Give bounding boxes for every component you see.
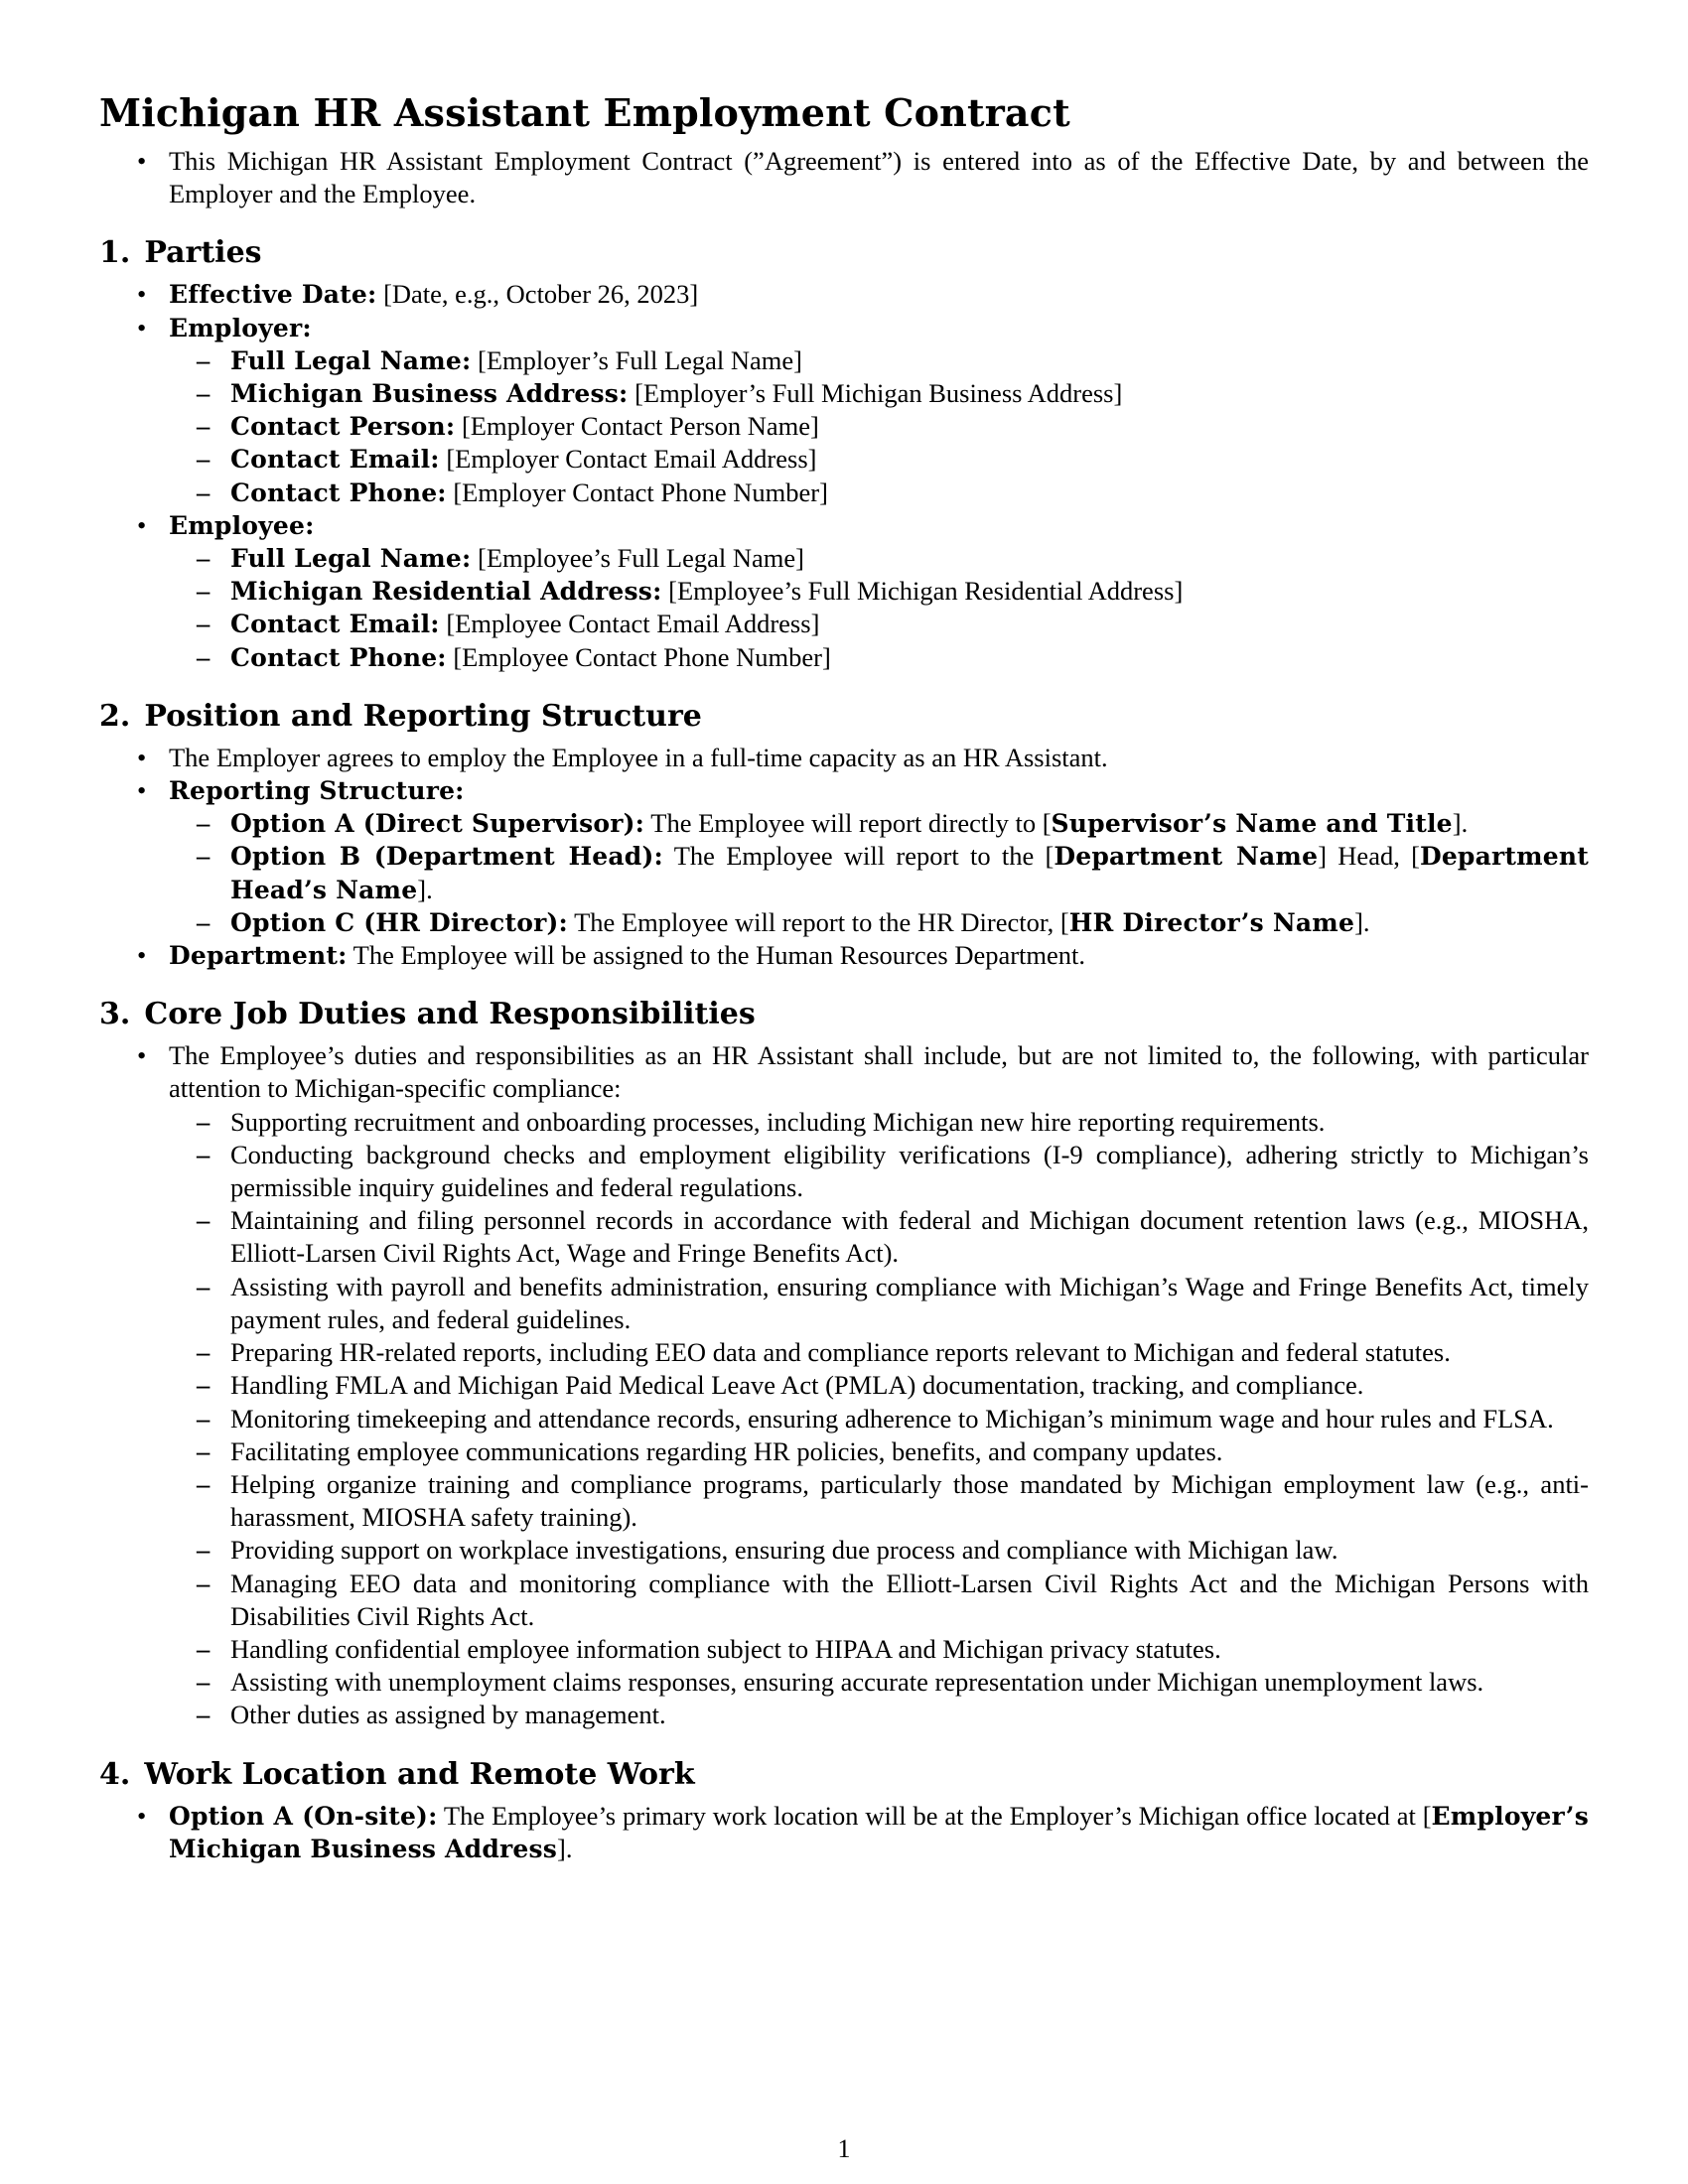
- list-item: [99, 939, 1589, 972]
- option-text: The Employee will report directly to [: [644, 808, 1052, 839]
- field-label: Michigan Residential Address:: [230, 577, 662, 607]
- field-label: Contact Person:: [230, 412, 456, 442]
- section-title: Work Location and Remote Work: [144, 1756, 695, 1792]
- section-heading-parties: [99, 228, 1589, 278]
- duty-item: – Supporting recruitment and onboarding processes, including Michigan new hire reporting requirements.: [169, 1106, 1589, 1139]
- duty-item: – Monitoring timekeeping and attendance records, ensuring adherence to Michigan’s minimum wage and hour rules and FLSA.: [169, 1403, 1589, 1435]
- option-label: Option A (On-site):: [169, 1801, 438, 1831]
- duty-item: – Conducting background checks and employment eligibility verifications (I-9 compliance), adhering strictly to Michigan’s permissible inquiry guidelines and federal regulations.: [169, 1139, 1589, 1204]
- duty-item: – Preparing HR-related reports, including EEO data and compliance reports relevant to Michigan and federal statutes.: [169, 1336, 1589, 1369]
- field-label: Employer:: [169, 313, 312, 342]
- list-item: [169, 477, 1589, 509]
- duty-item: – Other duties as assigned by management.: [169, 1699, 1589, 1731]
- field-value: [Employer’s Full Michigan Business Address]: [634, 378, 1123, 409]
- reporting-options: [169, 807, 1589, 939]
- duty-item: – Providing support on workplace investigations, ensuring due process and compliance with Michigan law.: [169, 1534, 1589, 1567]
- list-item: [99, 509, 1589, 674]
- duty-item: – Handling confidential employee information subject to HIPAA and Michigan privacy statutes.: [169, 1633, 1589, 1666]
- field-value: [Employee Contact Phone Number]: [453, 641, 831, 672]
- list-item: [169, 344, 1589, 377]
- list-item: [169, 641, 1589, 674]
- location-list: [99, 1800, 1589, 1865]
- placeholder-bold: Employer’s Michigan Business Address: [169, 1801, 1589, 1863]
- list-item: [169, 840, 1589, 905]
- list-item: [169, 377, 1589, 410]
- list-item: [99, 1800, 1589, 1865]
- field-value: [Employer’s Full Legal Name]: [478, 344, 803, 375]
- parties-list: [99, 278, 1589, 673]
- section-title: Core Job Duties and Responsibilities: [144, 997, 756, 1032]
- field-value: [Employee’s Full Legal Name]: [478, 543, 804, 574]
- section-title: Parties: [144, 235, 262, 271]
- field-label: Full Legal Name:: [230, 345, 472, 375]
- field-value: [Date, e.g., October 26, 2023]: [383, 279, 699, 310]
- intro-list: [99, 145, 1589, 210]
- option-text-end: ].: [1452, 808, 1469, 839]
- list-item: [99, 1039, 1589, 1731]
- option-label: Option B (Department Head):: [230, 842, 663, 872]
- section-number: 4.: [99, 1756, 131, 1792]
- section-heading-location: [99, 1750, 1589, 1800]
- list-item: [169, 807, 1589, 840]
- field-value: [Employee Contact Email Address]: [446, 609, 820, 639]
- field-label: Department:: [169, 941, 348, 971]
- placeholder-bold: Department Head’s Name: [230, 842, 1590, 904]
- duty-item: – Assisting with unemployment claims responses, ensuring accurate representation under Michigan unemployment laws.: [169, 1666, 1589, 1699]
- list-item: [169, 906, 1589, 939]
- duties-list: [99, 1039, 1589, 1731]
- document-title: Michigan HR Assistant Employment Contract: [99, 90, 1070, 135]
- list-item: • The Employer agrees to employ the Employee in a full-time capacity as an HR Assistant.: [99, 742, 1589, 774]
- option-text: The Employee’s primary work location will be at the Employer’s Michigan office located at [: [437, 1800, 1432, 1831]
- option-label: Option C (HR Director):: [230, 907, 568, 937]
- option-text-end: ].: [557, 1833, 573, 1863]
- field-label: Contact Email:: [230, 445, 440, 475]
- duty-item: – Facilitating employee communications regarding HR policies, benefits, and company updates.: [169, 1435, 1589, 1468]
- field-value: [Employer Contact Email Address]: [446, 444, 817, 475]
- section-heading-position: [99, 692, 1589, 742]
- duty-items: [169, 1106, 1589, 1732]
- field-label: Contact Email:: [230, 610, 440, 639]
- duty-item: – Handling FMLA and Michigan Paid Medical Leave Act (PMLA) documentation, tracking, and compliance.: [169, 1369, 1589, 1402]
- option-text: The Employee will report to the HR Director, [: [567, 906, 1069, 937]
- field-label: Contact Phone:: [230, 478, 447, 507]
- list-item: [169, 575, 1589, 608]
- field-label: Michigan Business Address:: [230, 379, 629, 409]
- field-label: Effective Date:: [169, 280, 377, 310]
- document-page: [99, 87, 1589, 1865]
- field-value: The Employee will be assigned to the Human Resources Department.: [347, 940, 1086, 971]
- list-item: [99, 774, 1589, 939]
- option-text-end: ].: [1354, 906, 1370, 937]
- placeholder-bold: Department Name: [1054, 842, 1319, 872]
- employer-details: [169, 344, 1589, 509]
- duty-item: – Maintaining and filing personnel records in accordance with federal and Michigan document retention laws (e.g., MIOSHA, Elliott-Larsen Civil Rights Act, Wage and Fringe Benefits Act).: [169, 1204, 1589, 1270]
- list-item: [169, 608, 1589, 640]
- position-list: [99, 742, 1589, 972]
- option-label: Option A (Direct Supervisor):: [230, 809, 645, 839]
- duty-item: – Helping organize training and compliance programs, particularly those mandated by Michigan employment law (e.g., anti-harassment, MIOSHA safety training).: [169, 1468, 1589, 1534]
- option-text-end: ].: [417, 874, 433, 904]
- employee-details: [169, 542, 1589, 674]
- field-label: Reporting Structure:: [169, 776, 465, 806]
- field-label: Contact Phone:: [230, 642, 447, 672]
- section-number: 3.: [99, 997, 131, 1032]
- duties-intro: The Employee’s duties and responsibilities as an HR Assistant shall include, but are not limited to, the following, with particular attention to Michigan-specific compliance:: [169, 1040, 1589, 1104]
- field-label: Employee:: [169, 510, 315, 540]
- list-item: [99, 312, 1589, 509]
- option-text: ] Head, [: [1318, 841, 1420, 872]
- duty-item: – Assisting with payroll and benefits administration, ensuring compliance with Michigan’s Wage and Fringe Benefits Act, timely payment rules, and federal guidelines.: [169, 1271, 1589, 1336]
- field-label: Full Legal Name:: [230, 544, 472, 574]
- section-number: 1.: [99, 235, 131, 271]
- page-number: 1: [837, 2134, 851, 2163]
- placeholder-bold: Supervisor’s Name and Title: [1051, 809, 1453, 839]
- section-number: 2.: [99, 698, 131, 734]
- section-title: Position and Reporting Structure: [144, 698, 702, 734]
- list-item: [169, 443, 1589, 476]
- section-heading-duties: [99, 990, 1589, 1039]
- field-value: [Employer Contact Person Name]: [461, 411, 819, 442]
- list-item: [169, 410, 1589, 443]
- list-item: [99, 278, 1589, 311]
- field-value: [Employer Contact Phone Number]: [453, 477, 828, 507]
- option-text: The Employee will report to the [: [662, 841, 1055, 872]
- list-item: [169, 542, 1589, 575]
- duty-item: – Managing EEO data and monitoring compliance with the Elliott-Larsen Civil Rights Act and the Michigan Persons with Disabilities Civil Rights Act.: [169, 1568, 1589, 1633]
- intro-paragraph: • This Michigan HR Assistant Employment Contract (”Agreement”) is entered into as of the Effective Date, by and between the Employer and the Employee.: [99, 145, 1589, 210]
- field-value: [Employee’s Full Michigan Residential Address]: [668, 576, 1184, 607]
- placeholder-bold: HR Director’s Name: [1068, 907, 1355, 937]
